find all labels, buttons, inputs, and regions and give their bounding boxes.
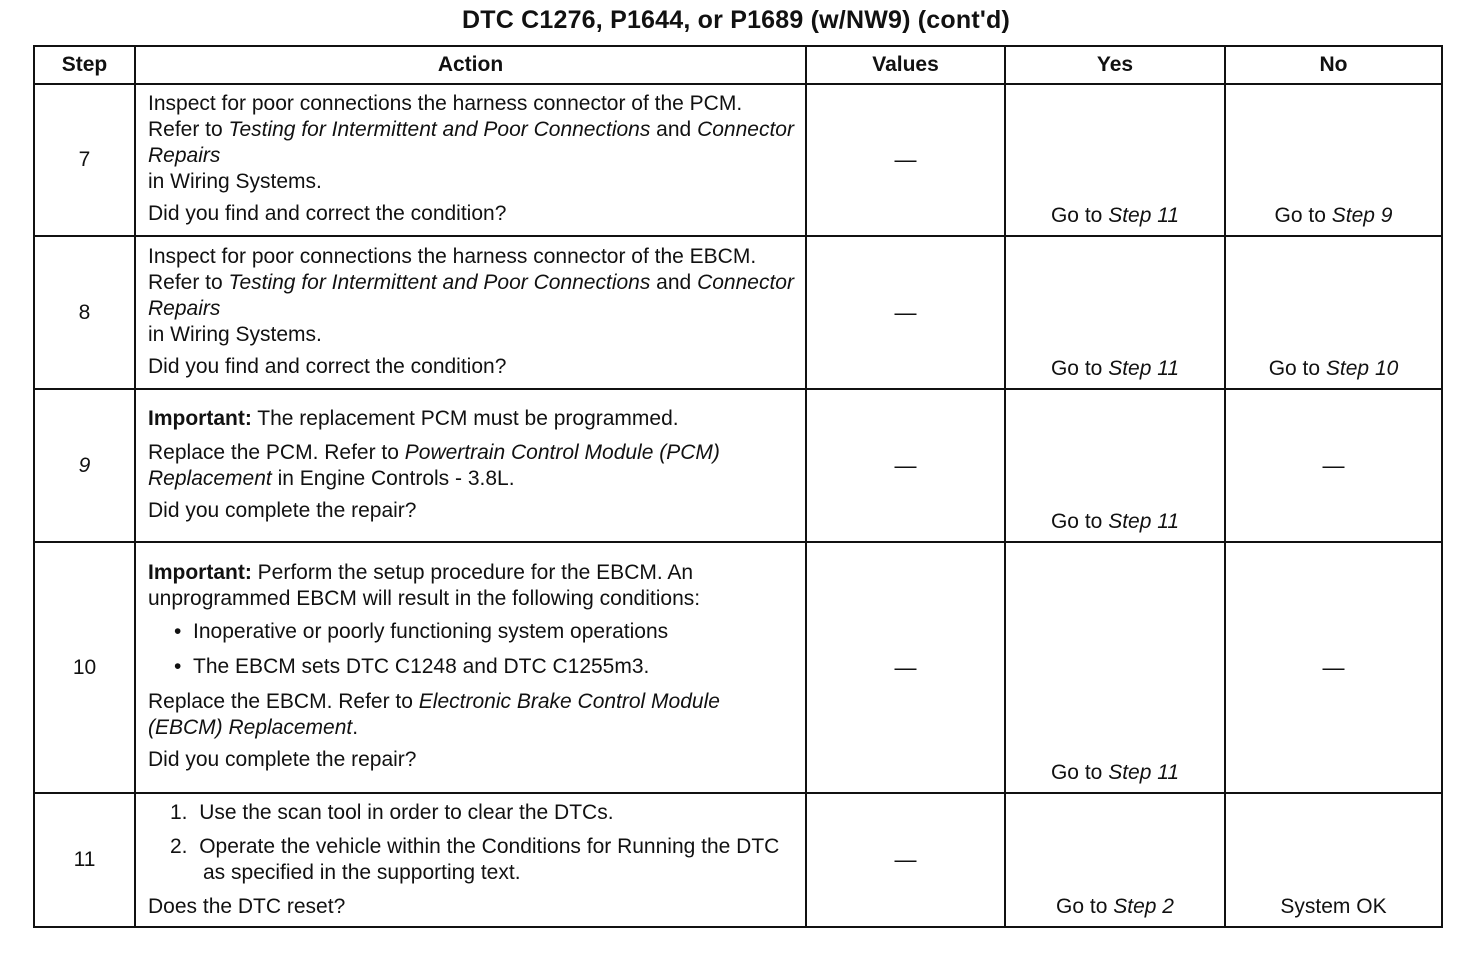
important-text: The replacement PCM must be programmed. xyxy=(251,406,679,430)
yes-step-link: Step 2 xyxy=(1113,895,1174,918)
yes-cell xyxy=(1005,236,1225,389)
table-row xyxy=(34,389,1442,542)
step-number: 8 xyxy=(34,236,135,389)
important-label: Important: xyxy=(148,406,252,430)
header-no: No xyxy=(1225,46,1442,84)
important-text: Perform the setup procedure for the EBCM. An unprogrammed EBCM will result in the following conditions: xyxy=(148,561,701,610)
go-to-label: Go to xyxy=(1268,357,1321,380)
diagnostic-table xyxy=(33,45,1443,928)
values-cell: — xyxy=(806,236,1005,389)
header-step: Step xyxy=(34,46,135,84)
action-text: in Wiring Systems. xyxy=(148,170,322,193)
go-to-label: Go to xyxy=(1056,895,1108,918)
action-text: Replace the PCM. Refer to xyxy=(148,440,405,464)
action-cell xyxy=(135,84,806,236)
yes-cell xyxy=(1005,84,1225,236)
table-header-row xyxy=(34,46,1442,84)
yes-cell xyxy=(1005,389,1225,542)
go-to-label: Go to xyxy=(1274,204,1326,227)
numbered-list xyxy=(170,800,795,886)
action-text: and xyxy=(650,270,698,294)
values-cell: — xyxy=(806,542,1005,793)
no-step-link: Step 9 xyxy=(1331,204,1393,227)
reference: Testing for Intermittent and Poor Connections xyxy=(228,270,651,294)
table-row xyxy=(34,793,1442,927)
action-text: in Wiring Systems. xyxy=(148,322,322,346)
header-yes: Yes xyxy=(1005,46,1225,84)
yes-cell xyxy=(1005,793,1225,927)
item-text: Operate the vehicle within the Conditions for Running the DTC as specified in the supporting text. xyxy=(199,835,780,884)
yes-step-link: Step 11 xyxy=(1108,357,1180,380)
yes-cell xyxy=(1005,542,1225,793)
question: Did you find and correct the condition? xyxy=(148,202,507,225)
important-label: Important: xyxy=(148,561,252,584)
go-to-label: Go to xyxy=(1050,357,1103,380)
no-step-link: Step 10 xyxy=(1325,357,1399,380)
go-to-label: Go to xyxy=(1050,204,1103,227)
reference: Powertrain Control Module (PCM) Replacement xyxy=(148,440,720,490)
action-cell xyxy=(135,793,806,927)
reference: Connector Repairs xyxy=(148,118,794,167)
table-row xyxy=(34,84,1442,236)
question: Did you complete the repair? xyxy=(148,498,417,522)
no-cell: — xyxy=(1225,389,1442,542)
action-text: . xyxy=(352,716,359,739)
step-number: 9 xyxy=(34,389,135,542)
list-item: • Inoperative or poorly functioning system operations xyxy=(174,620,669,643)
action-text: Replace the EBCM. Refer to xyxy=(148,690,419,713)
list-item: 2. Operate the vehicle within the Conditions for Running the DTC as specified in the supporting text. xyxy=(170,835,780,884)
bullet-list xyxy=(170,619,795,680)
go-to-label: Go to xyxy=(1050,761,1103,784)
step-number: 10 xyxy=(34,542,135,793)
action-text: Inspect for poor connections the harness connector of the EBCM. Refer to xyxy=(148,244,757,294)
action-cell xyxy=(135,389,806,542)
list-item: • The EBCM sets DTC C1248 and DTC C1255m3. xyxy=(174,655,650,678)
reference: Connector Repairs xyxy=(148,270,794,320)
action-text: Inspect for poor connections the harness connector of the PCM. Refer to xyxy=(148,92,743,141)
question: Does the DTC reset? xyxy=(148,895,346,918)
no-cell: — xyxy=(1225,542,1442,793)
yes-step-link: Step 11 xyxy=(1108,761,1180,784)
header-action: Action xyxy=(135,46,806,84)
header-values: Values xyxy=(806,46,1005,84)
action-text: in Engine Controls - 3.8L. xyxy=(271,466,515,490)
item-text: Use the scan tool in order to clear the DTCs. xyxy=(199,801,614,824)
action-cell xyxy=(135,236,806,389)
question: Did you find and correct the condition? xyxy=(148,354,507,378)
step-number: 11 xyxy=(34,793,135,927)
values-cell: — xyxy=(806,84,1005,236)
go-to-label: Go to xyxy=(1050,510,1103,533)
list-item: 1. Use the scan tool in order to clear the DTCs. xyxy=(170,801,614,824)
reference: Electronic Brake Control Module (EBCM) Replacement xyxy=(148,690,720,739)
bullet-text: The EBCM sets DTC C1248 and DTC C1255m3. xyxy=(193,655,650,678)
action-cell xyxy=(135,542,806,793)
table-row xyxy=(34,236,1442,389)
values-cell: — xyxy=(806,389,1005,542)
no-cell: System OK xyxy=(1225,793,1442,927)
step-number: 7 xyxy=(34,84,135,236)
reference: Testing for Intermittent and Poor Connections xyxy=(228,118,651,141)
question: Did you complete the repair? xyxy=(148,748,417,771)
values-cell: — xyxy=(806,793,1005,927)
no-cell xyxy=(1225,84,1442,236)
table-row xyxy=(34,542,1442,793)
action-text: and xyxy=(650,118,698,141)
page-title: DTC C1276, P1644, or P1689 (w/NW9) (cont'd) xyxy=(461,6,1011,34)
bullet-text: Inoperative or poorly functioning system operations xyxy=(193,620,669,643)
yes-step-link: Step 11 xyxy=(1108,510,1180,533)
yes-step-link: Step 11 xyxy=(1108,204,1180,227)
no-cell xyxy=(1225,236,1442,389)
